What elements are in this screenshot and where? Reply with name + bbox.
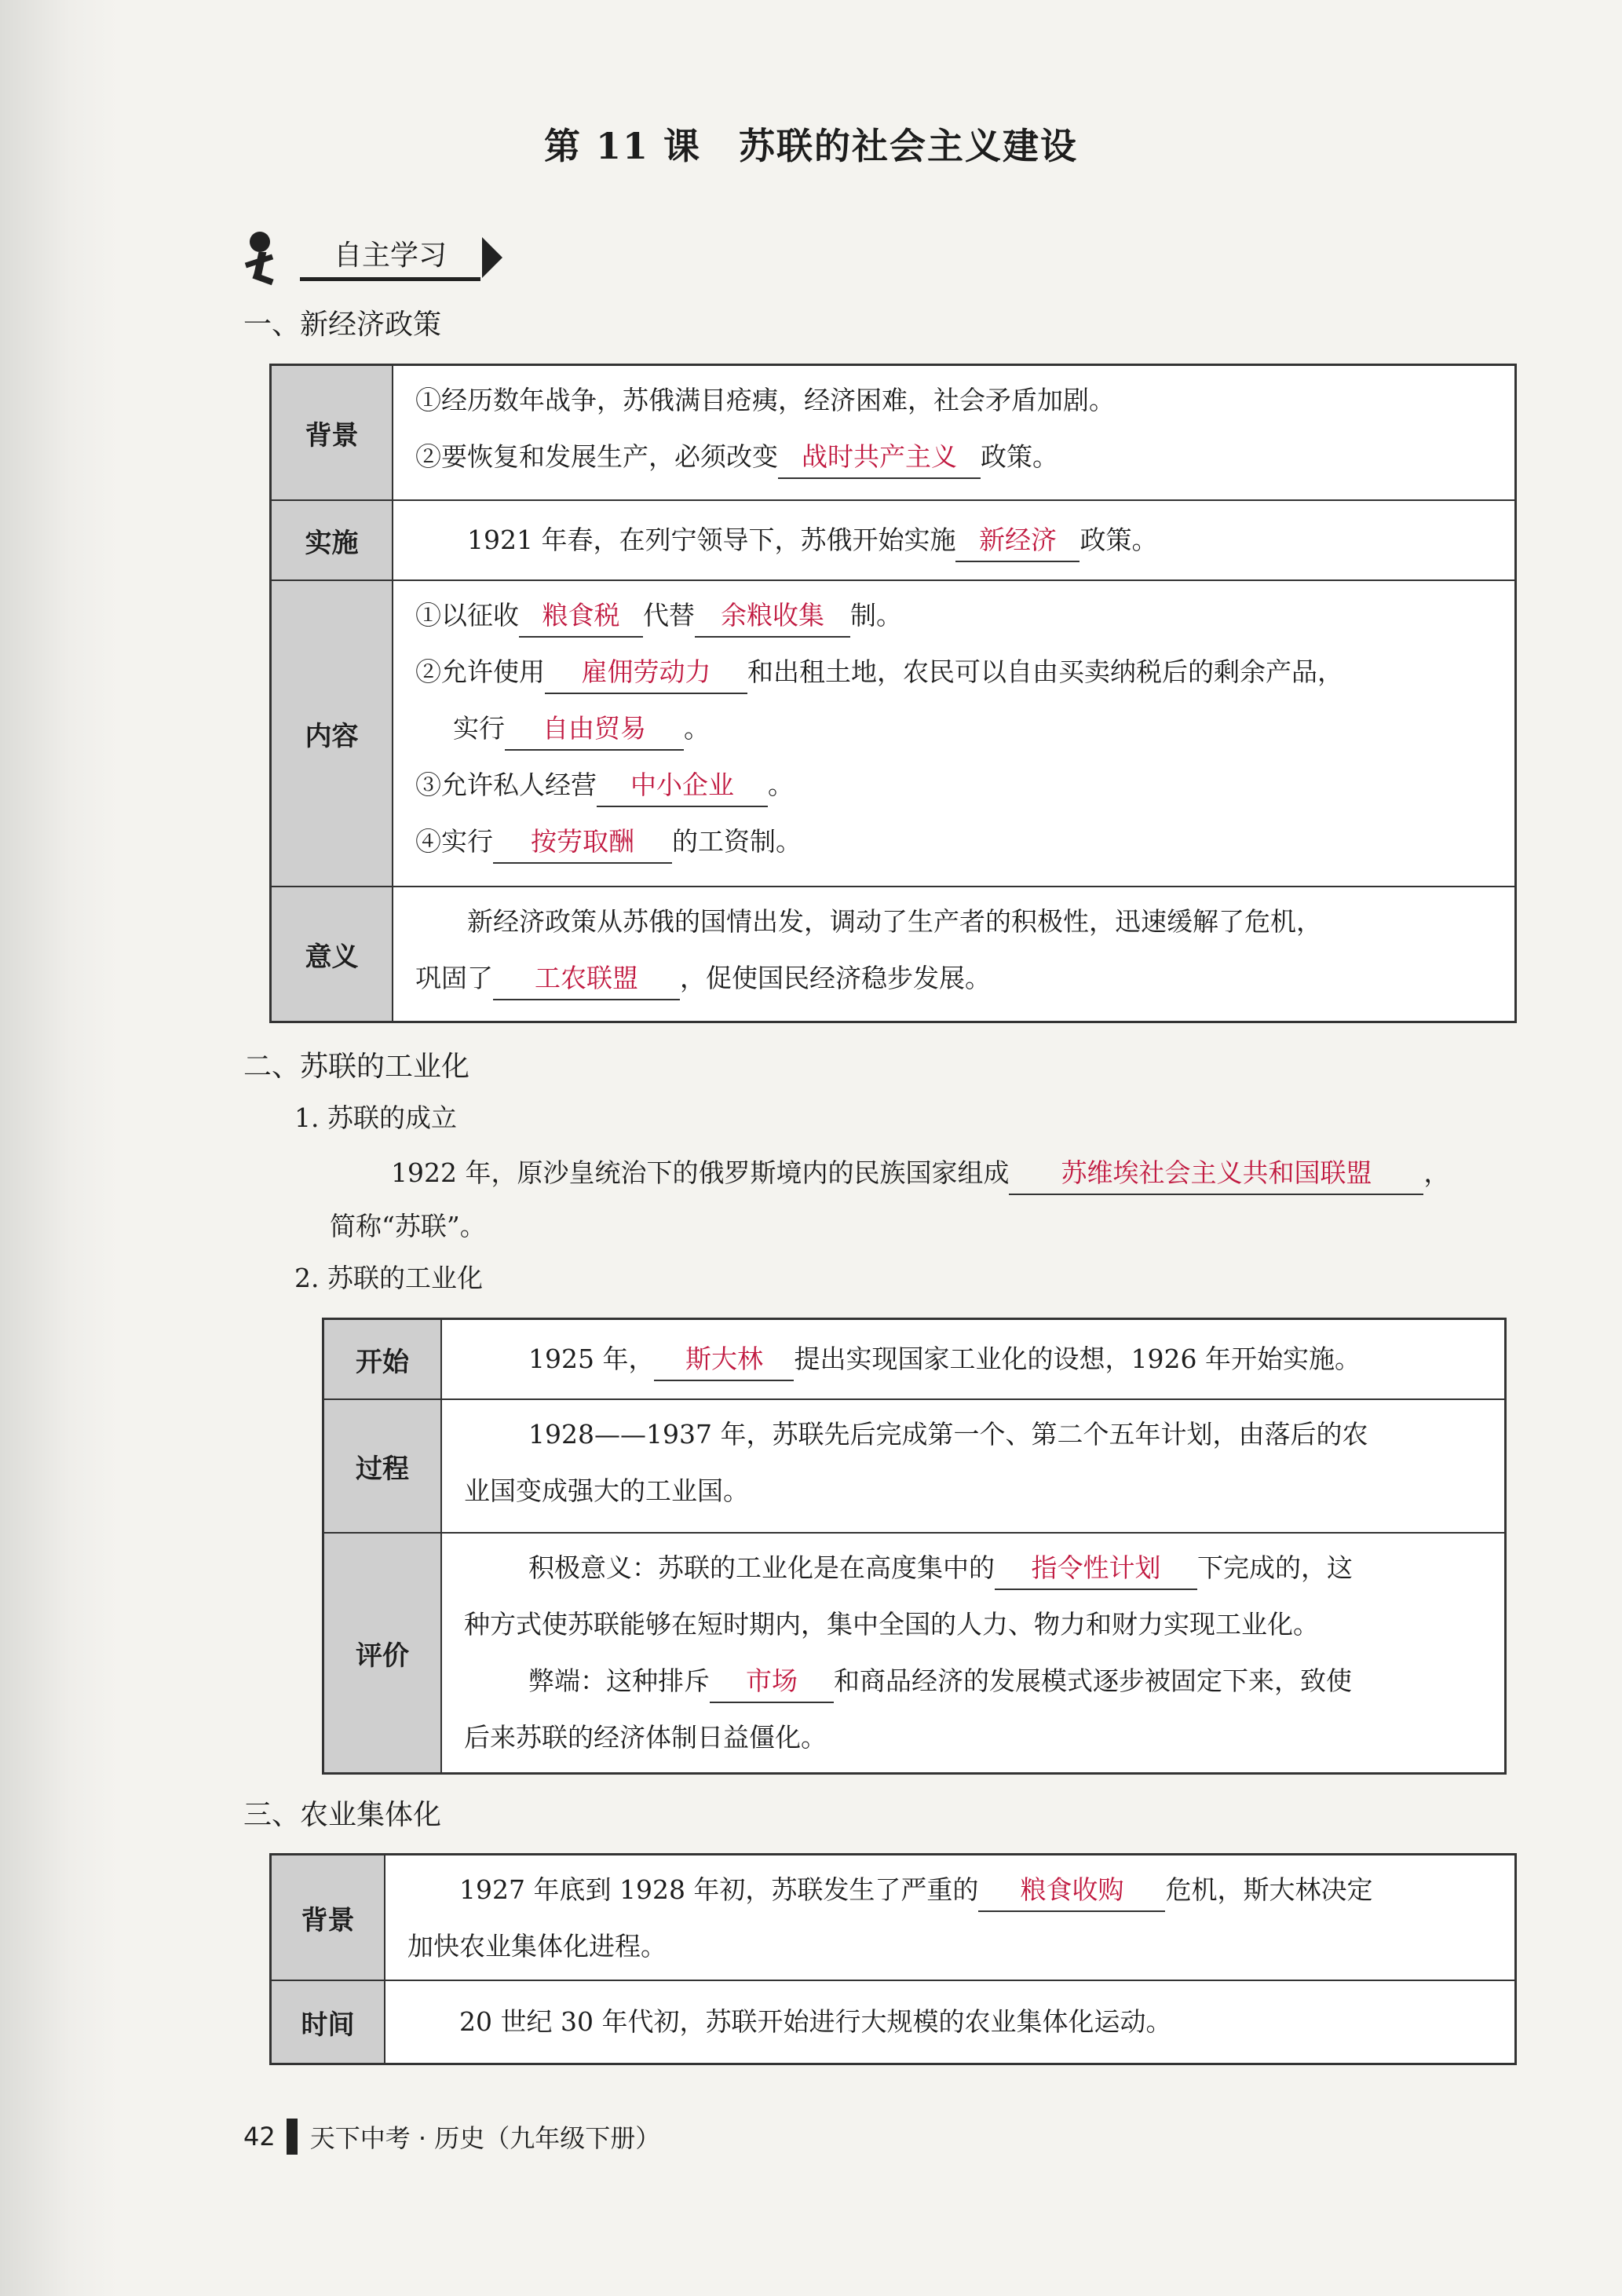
row-content-content [393, 581, 1514, 887]
text-line: 加快农业集体化进程。 [407, 1931, 667, 1961]
row-content-evaluation [442, 1534, 1504, 1772]
row-label-time: 时间 [272, 1981, 385, 2063]
page-number: 42 [243, 2122, 276, 2152]
text-line: 20 世纪 30 年代初，苏联开始进行大规模的农业集体化运动。 [459, 2006, 1172, 2037]
banner-arrow-icon [482, 237, 502, 278]
student-figure-icon [243, 232, 278, 283]
row-content-collectivization-background [385, 1855, 1514, 1981]
row-content-time [385, 1981, 1514, 2063]
answer-blank: 雇佣劳动力 [545, 652, 747, 694]
page-footer [243, 2119, 660, 2155]
text-line: 1928——1937 年，苏联先后完成第一个、第二个五年计划，由落后的农 [528, 1419, 1368, 1450]
text-line: ①以征收 粮食税 代替 余粮收集 制。 [415, 587, 1497, 644]
industrialization-table [322, 1318, 1507, 1775]
text-line: ③允许私人经营 中小企业 。 [415, 757, 1497, 813]
row-label-start: 开始 [324, 1320, 442, 1400]
text-line: 1925 年， 斯大林 提出实现国家工业化的设想，1926 年开始实施。 [464, 1326, 1487, 1392]
row-content-start [442, 1320, 1504, 1400]
row-label-implementation: 实施 [272, 501, 393, 581]
self-study-banner [243, 232, 502, 283]
row-label-significance: 意义 [272, 887, 393, 1021]
answer-blank: 指令性计划 [995, 1548, 1197, 1590]
row-label-content: 内容 [272, 581, 393, 887]
nep-table [269, 364, 1517, 1023]
answer-blank: 新经济 [955, 520, 1080, 562]
row-content-background [393, 366, 1514, 501]
text-line: 巩固了 工农联盟 ，促使国民经济稳步发展。 [415, 950, 1497, 1007]
text-line: 简称“苏联”。 [330, 1211, 486, 1241]
text-line: 积极意义：苏联的工业化是在高度集中的 指令性计划 下完成的，这 [464, 1540, 1487, 1596]
footer-bar-icon [287, 2119, 298, 2155]
row-label-process: 过程 [324, 1400, 442, 1534]
answer-blank: 斯大林 [654, 1339, 794, 1381]
text-line: 后来苏联的经济体制日益僵化。 [464, 1722, 827, 1753]
banner-label: 自主学习 [300, 235, 480, 281]
row-content-process [442, 1400, 1504, 1534]
text-line: 弊端：这种排斥 市场 和商品经济的发展模式逐步被固定下来，致使 [464, 1653, 1487, 1709]
answer-blank: 中小企业 [597, 765, 768, 807]
answer-blank: 工农联盟 [493, 958, 680, 1000]
ussr-founding-paragraph [330, 1146, 1507, 1253]
row-label-background: 背景 [272, 366, 393, 501]
row-content-implementation [393, 501, 1514, 581]
page-edge-shadow [0, 0, 118, 2296]
text-line: 1922 年，原沙皇统治下的俄罗斯境内的民族国家组成 苏维埃社会主义共和国联盟 ， [330, 1146, 1507, 1200]
subheading-founding-of-ussr: 1. 苏联的成立 [294, 1102, 457, 1133]
row-content-significance [393, 887, 1514, 1021]
answer-blank: 余粮收集 [695, 595, 850, 638]
text-line: ①经历数年战争，苏俄满目疮痍，经济困难，社会矛盾加剧。 [415, 385, 1115, 415]
answer-blank: 苏维埃社会主义共和国联盟 [1009, 1153, 1423, 1195]
text-line: 新经济政策从苏俄的国情出发，调动了生产者的积极性，迅速缓解了危机， [467, 906, 1322, 937]
text-line: 业国变成强大的工业国。 [464, 1475, 749, 1506]
text-line: ②允许使用 雇佣劳动力 和出租土地，农民可以自由买卖纳税后的剩余产品， [415, 644, 1497, 700]
text-line: ②要恢复和发展生产，必须改变 战时共产主义 政策。 [415, 429, 1497, 485]
answer-blank: 自由贸易 [505, 708, 684, 751]
section-heading-new-economic-policy: 一、新经济政策 [243, 309, 442, 341]
answer-blank: 粮食收购 [978, 1870, 1165, 1912]
section-heading-industrialization: 二、苏联的工业化 [243, 1051, 470, 1083]
text-line: 1921 年春，在列宁领导下，苏俄开始实施 新经济 政策。 [415, 507, 1497, 573]
lesson-title: 第 11 课 苏联的社会主义建设 [543, 125, 1079, 167]
subheading-industrialization: 2. 苏联的工业化 [294, 1263, 483, 1293]
book-title: 天下中考 · 历史（九年级下册） [309, 2123, 661, 2153]
answer-blank: 粮食税 [519, 595, 643, 638]
text-line: 实行 自由贸易 。 [415, 700, 1497, 757]
section-heading-collectivization: 三、农业集体化 [243, 1799, 442, 1831]
row-label-collectivization-background: 背景 [272, 1855, 385, 1981]
text-line: ④实行 按劳取酬 的工资制。 [415, 813, 1497, 870]
collectivization-table [269, 1853, 1517, 2065]
text-line: 1927 年底到 1928 年初，苏联发生了严重的 粮食收购 危机，斯大林决定 [407, 1862, 1497, 1918]
answer-blank: 战时共产主义 [778, 437, 981, 479]
row-label-evaluation: 评价 [324, 1534, 442, 1772]
answer-blank: 按劳取酬 [493, 821, 672, 864]
text-line: 种方式使苏联能够在短时期内，集中全国的人力、物力和财力实现工业化。 [464, 1609, 1319, 1640]
answer-blank: 市场 [710, 1661, 834, 1703]
